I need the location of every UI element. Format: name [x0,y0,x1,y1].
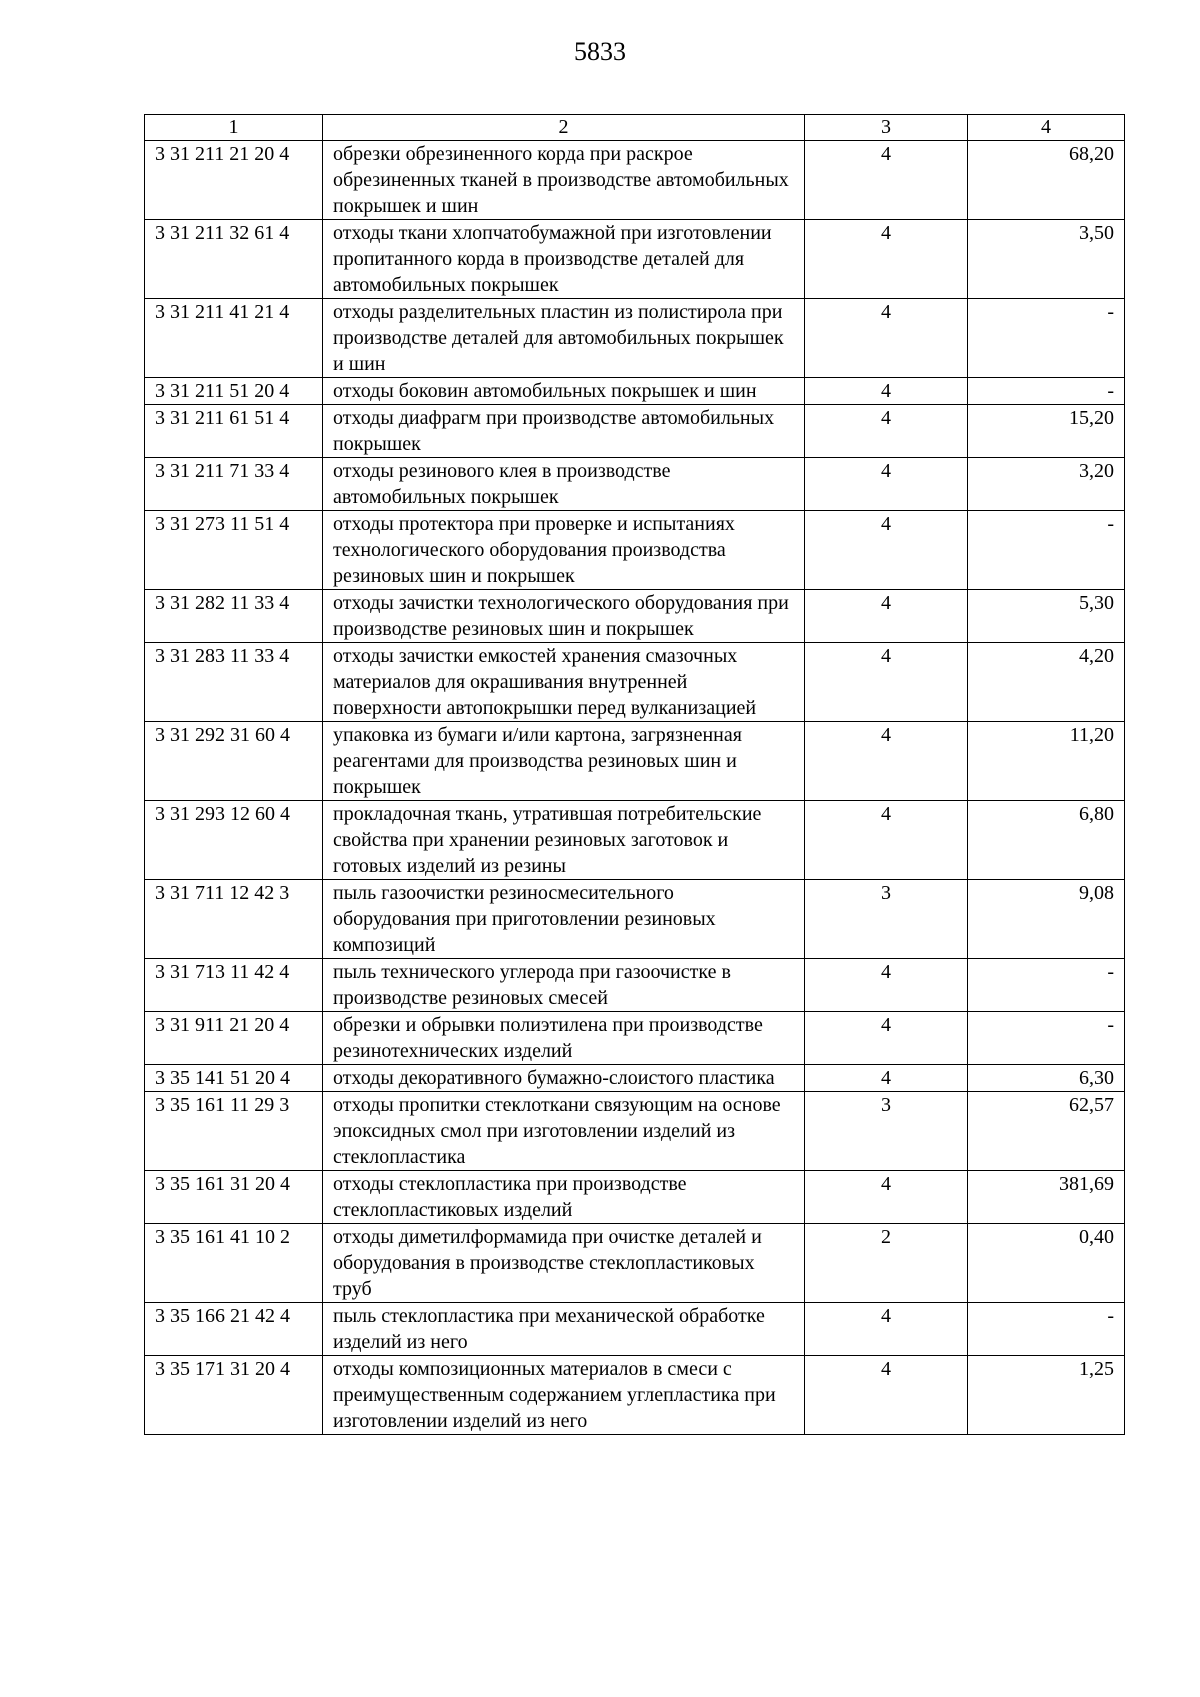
table-row [145,299,1125,378]
quantity-cell: 381,69 [968,1171,1125,1224]
waste-name-cell: отходы диафрагм при производстве автомобильных покрышек [323,405,805,458]
hazard-class-cell: 4 [805,722,968,801]
table-row [145,959,1125,1012]
waste-code-cell: 3 35 161 31 20 4 [145,1171,323,1224]
waste-code-cell: 3 35 171 31 20 4 [145,1356,323,1435]
waste-name-cell: пыль газоочистки резиносмесительного оборудования при приготовлении резиновых композиций [323,880,805,959]
table-row [145,1356,1125,1435]
quantity-cell: - [968,511,1125,590]
hazard-class-cell: 4 [805,643,968,722]
waste-name-cell: отходы пропитки стеклоткани связующим на основе эпоксидных смол при изготовлении изделий из стеклопластика [323,1092,805,1171]
waste-table [144,114,1125,1435]
hazard-class-cell: 2 [805,1224,968,1303]
waste-code-cell: 3 31 211 71 33 4 [145,458,323,511]
hazard-class-cell: 4 [805,1171,968,1224]
waste-name-cell: отходы диметилформамида при очистке деталей и оборудования в производстве стеклопластиковых труб [323,1224,805,1303]
quantity-cell: 4,20 [968,643,1125,722]
hazard-class-cell: 4 [805,141,968,220]
hazard-class-cell: 4 [805,1065,968,1092]
page-number: 5833 [574,37,626,66]
waste-name-cell: обрезки обрезиненного корда при раскрое обрезиненных тканей в производстве автомобильных покрышек и шин [323,141,805,220]
table-row [145,801,1125,880]
quantity-cell: 9,08 [968,880,1125,959]
quantity-cell: - [968,299,1125,378]
hazard-class-cell: 4 [805,590,968,643]
waste-code-cell: 3 31 911 21 20 4 [145,1012,323,1065]
waste-code-cell: 3 31 282 11 33 4 [145,590,323,643]
hazard-class-cell: 4 [805,1303,968,1356]
waste-name-cell: пыль стеклопластика при механической обработке изделий из него [323,1303,805,1356]
waste-code-cell: 3 31 211 32 61 4 [145,220,323,299]
quantity-cell: 5,30 [968,590,1125,643]
quantity-cell: 0,40 [968,1224,1125,1303]
quantity-cell: - [968,959,1125,1012]
waste-code-cell: 3 35 166 21 42 4 [145,1303,323,1356]
waste-code-cell: 3 31 211 51 20 4 [145,378,323,405]
waste-name-cell: пыль технического углерода при газоочистке в производстве резиновых смесей [323,959,805,1012]
table-row [145,1065,1125,1092]
waste-code-cell: 3 35 161 11 29 3 [145,1092,323,1171]
table-row [145,1224,1125,1303]
quantity-cell: 15,20 [968,405,1125,458]
waste-name-cell: отходы ткани хлопчатобумажной при изготовлении пропитанного корда в производстве деталей для автомобильных покрышек [323,220,805,299]
column-header-code: 1 [145,115,323,141]
waste-name-cell: отходы боковин автомобильных покрышек и шин [323,378,805,405]
waste-name-cell: отходы зачистки технологического оборудования при производстве резиновых шин и покрышек [323,590,805,643]
table-row [145,378,1125,405]
waste-name-cell: упаковка из бумаги и/или картона, загрязненная реагентами для производства резиновых шин и покрышек [323,722,805,801]
header-row [145,115,1125,141]
waste-name-cell: отходы резинового клея в производстве автомобильных покрышек [323,458,805,511]
hazard-class-cell: 4 [805,511,968,590]
column-header-name: 2 [323,115,805,141]
hazard-class-cell: 4 [805,299,968,378]
waste-code-cell: 3 31 713 11 42 4 [145,959,323,1012]
quantity-cell: 3,50 [968,220,1125,299]
quantity-cell: - [968,1303,1125,1356]
table-row [145,141,1125,220]
hazard-class-cell: 4 [805,1012,968,1065]
quantity-cell: 1,25 [968,1356,1125,1435]
waste-name-cell: отходы протектора при проверке и испытаниях технологического оборудования производства резиновых шин и покрышек [323,511,805,590]
table-row [145,880,1125,959]
waste-code-cell: 3 31 283 11 33 4 [145,643,323,722]
waste-code-cell: 3 31 293 12 60 4 [145,801,323,880]
waste-code-cell: 3 31 273 11 51 4 [145,511,323,590]
table-row [145,405,1125,458]
hazard-class-cell: 4 [805,801,968,880]
table-row [145,1303,1125,1356]
waste-name-cell: отходы композиционных материалов в смеси с преимущественным содержанием углепластика при изготовлении изделий из него [323,1356,805,1435]
hazard-class-cell: 4 [805,959,968,1012]
quantity-cell: 11,20 [968,722,1125,801]
quantity-cell: 3,20 [968,458,1125,511]
waste-code-cell: 3 31 292 31 60 4 [145,722,323,801]
waste-code-cell: 3 35 161 41 10 2 [145,1224,323,1303]
hazard-class-cell: 3 [805,1092,968,1171]
table-row [145,590,1125,643]
quantity-cell: 62,57 [968,1092,1125,1171]
hazard-class-cell: 4 [805,405,968,458]
table-row [145,643,1125,722]
quantity-cell: - [968,378,1125,405]
waste-name-cell: отходы стеклопластика при производстве стеклопластиковых изделий [323,1171,805,1224]
table-row [145,722,1125,801]
hazard-class-cell: 4 [805,1356,968,1435]
hazard-class-cell: 4 [805,458,968,511]
waste-name-cell: отходы зачистки емкостей хранения смазочных материалов для окрашивания внутренней поверхности автопокрышки перед вулканизацией [323,643,805,722]
table-row [145,1171,1125,1224]
table-row [145,1012,1125,1065]
hazard-class-cell: 3 [805,880,968,959]
hazard-class-cell: 4 [805,220,968,299]
quantity-cell: 68,20 [968,141,1125,220]
quantity-cell: - [968,1012,1125,1065]
table-row [145,220,1125,299]
table-row [145,511,1125,590]
waste-name-cell: прокладочная ткань, утратившая потребительские свойства при хранении резиновых заготовок и готовых изделий из резины [323,801,805,880]
waste-code-cell: 3 31 711 12 42 3 [145,880,323,959]
column-header-hazard-class: 3 [805,115,968,141]
waste-name-cell: отходы декоративного бумажно-слоистого пластика [323,1065,805,1092]
waste-code-cell: 3 31 211 61 51 4 [145,405,323,458]
waste-name-cell: обрезки и обрывки полиэтилена при производстве резинотехнических изделий [323,1012,805,1065]
column-header-quantity: 4 [968,115,1125,141]
hazard-class-cell: 4 [805,378,968,405]
waste-code-cell: 3 31 211 21 20 4 [145,141,323,220]
quantity-cell: 6,80 [968,801,1125,880]
quantity-cell: 6,30 [968,1065,1125,1092]
waste-code-cell: 3 35 141 51 20 4 [145,1065,323,1092]
table-body [145,141,1125,1435]
table-row [145,1092,1125,1171]
waste-name-cell: отходы разделительных пластин из полистирола при производстве деталей для автомобильных покрышек и шин [323,299,805,378]
table-row [145,458,1125,511]
waste-code-cell: 3 31 211 41 21 4 [145,299,323,378]
